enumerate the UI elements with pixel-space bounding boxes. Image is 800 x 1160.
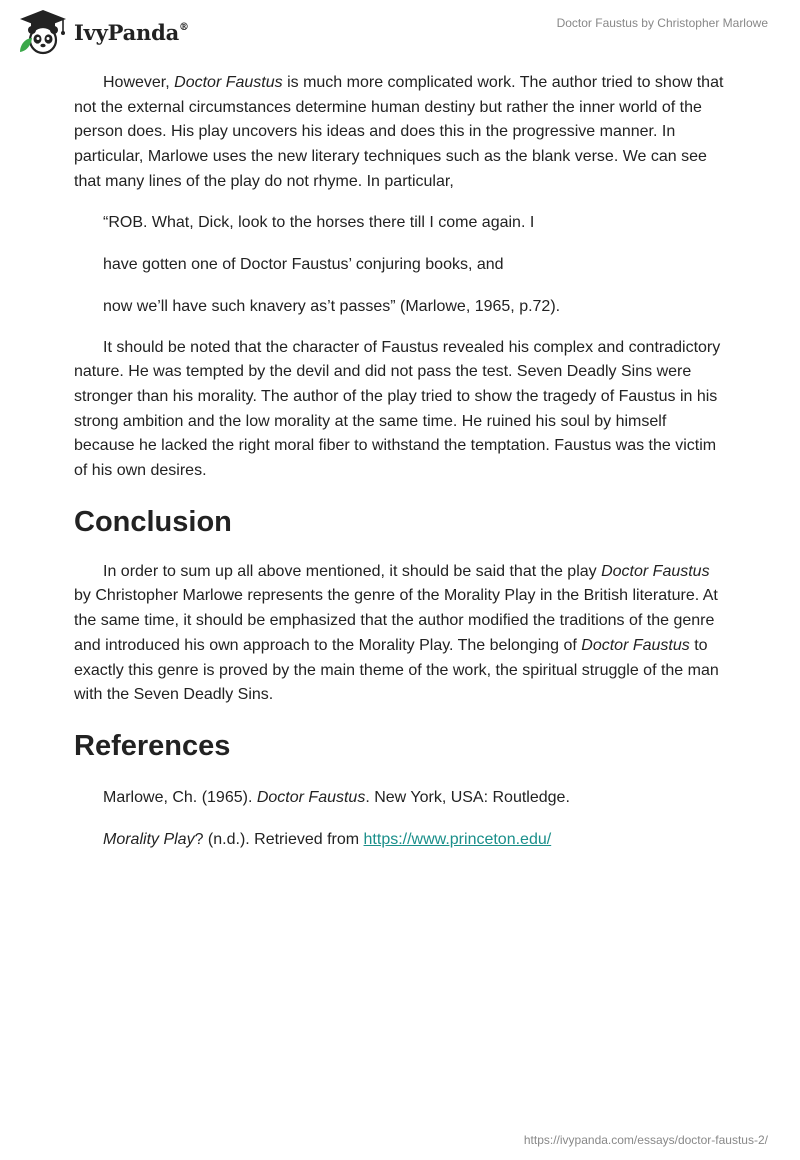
footer-url: https://ivypanda.com/essays/doctor-faustus-2/ bbox=[523, 1133, 768, 1147]
reference-1: Marlowe, Ch. (1965). Doctor Faustus. New York, USA: Routledge. bbox=[103, 788, 570, 806]
reference-link[interactable]: https://www.princeton.edu/ bbox=[363, 830, 552, 848]
panda-graduate-icon bbox=[14, 8, 72, 56]
quote-line-3: now we’ll have such knavery as’t passes” (Marlowe, 1965, p.72). bbox=[103, 297, 561, 315]
conclusion-heading: Conclusion bbox=[74, 505, 232, 538]
reference-2: Morality Play? (n.d.). Retrieved from https://www.princeton.edu/ bbox=[103, 830, 552, 848]
paragraph-1: However, Doctor Faustus is much more complicated work. The author tried to show that not the external circumstances determine human destiny but rather the inner world of the person does. His play uncovers his ideas and does this in the progressive manner. In particular, Marlowe uses the new literary techniques such as the blank verse. We can see that many lines of the play do not rhyme. In particular, bbox=[74, 74, 724, 190]
running-title: Doctor Faustus by Christopher Marlowe bbox=[556, 16, 768, 30]
paragraph-2: It should be noted that the character of Faustus revealed his complex and contradictory nature. He was tempted by the devil and did not pass the test. Seven Deadly Sins were stronger than his morality. The author of the play tried to show the tragedy of Faustus in his strong ambition and the low morality at the same time. He ruined his soul by himself because he lacked the right moral fiber to withstand the temptation. Faustus was the victim of his own desires. bbox=[74, 338, 721, 480]
quote-line-1: “ROB. What, Dick, look to the horses there till I come again. I bbox=[103, 213, 535, 231]
brand-logo[interactable] bbox=[14, 8, 189, 56]
quote-line-2: have gotten one of Doctor Faustus’ conjuring books, and bbox=[103, 255, 504, 273]
references-heading: References bbox=[74, 729, 231, 762]
page-header bbox=[0, 0, 800, 62]
paragraph-3: In order to sum up all above mentioned, it should be said that the play Doctor Faustus by Christopher Marlowe represents the genre of the Morality Play in the British literature. At the same time, it should be emphasized that the author modified the traditions of the genre and introduced his own approach to the Morality Play. The belonging of Doctor Faustus to exactly this genre is proved by the main theme of the work, the spiritual struggle of the man with the Seven Deadly Sins. bbox=[74, 562, 719, 704]
brand-name: IvyPanda® bbox=[74, 19, 189, 45]
essay-content bbox=[74, 71, 724, 852]
